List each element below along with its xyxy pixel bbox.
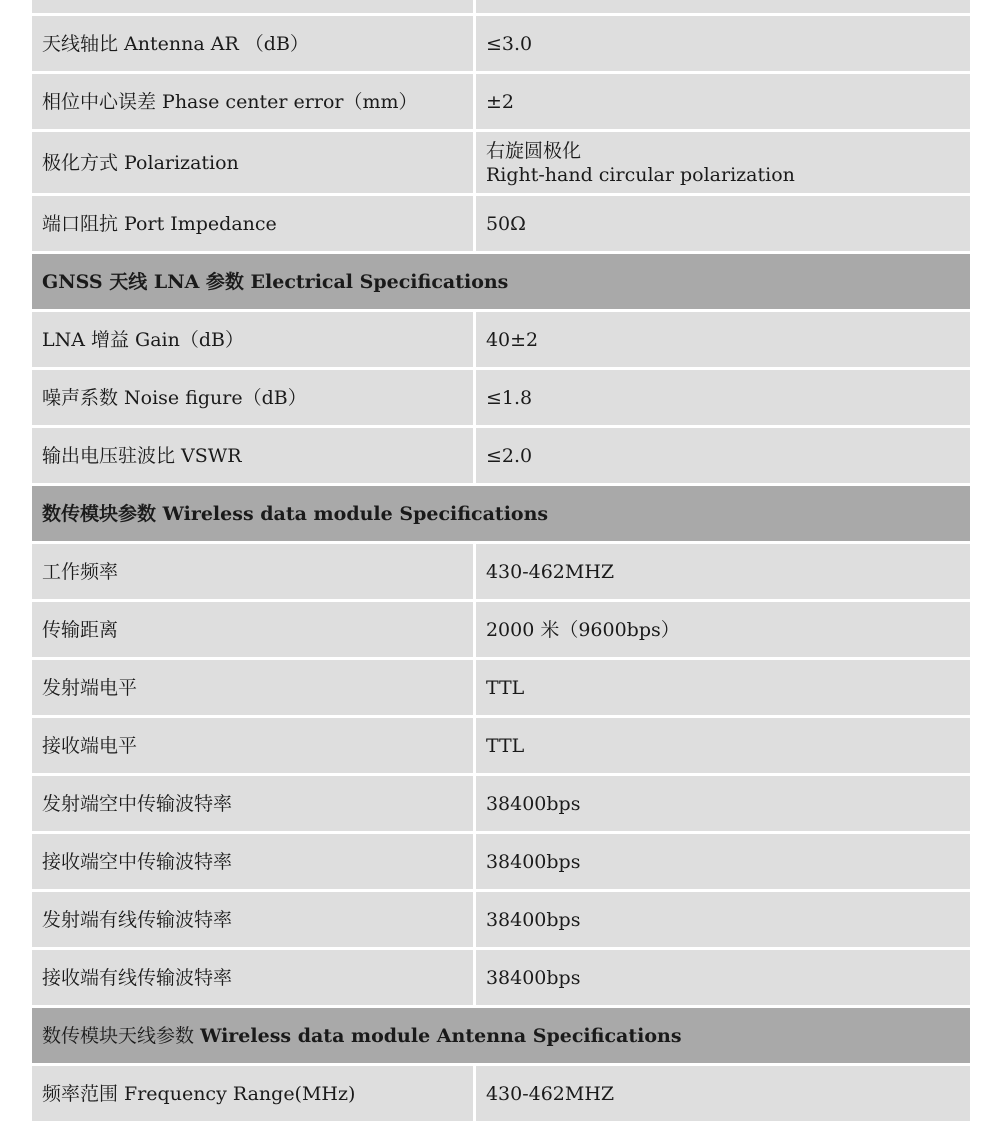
row-label [32,0,476,16]
table-row [32,718,970,776]
row-value: 40±2 [476,312,970,370]
row-value: 50Ω [476,196,970,254]
table-row [32,834,970,892]
row-value: 38400bps [476,834,970,892]
row-label: 噪声系数 Noise figure（dB） [32,370,476,428]
row-value: 2000 米（9600bps） [476,602,970,660]
row-value: ±2 [476,74,970,132]
section-header-module [32,486,970,544]
section-title: GNSS 天线 LNA 参数 Electrical Specifications [32,254,970,312]
row-label: 发射端有线传输波特率 [32,892,476,950]
section-header-module-antenna [32,1008,970,1066]
row-label: 频率范围 Frequency Range(MHz) [32,1066,476,1124]
table-row [32,544,970,602]
row-value: 38400bps [476,950,970,1008]
row-label: 传输距离 [32,602,476,660]
row-label: 发射端电平 [32,660,476,718]
row-label: 相位中心误差 Phase center error（mm） [32,74,476,132]
row-label: 接收端空中传输波特率 [32,834,476,892]
section-header-lna [32,254,970,312]
row-label: 工作频率 [32,544,476,602]
table-row [32,74,970,132]
row-value: ≤2.0 [476,428,970,486]
row-value: 38400bps [476,892,970,950]
row-value: TTL [476,718,970,776]
section-title-en: Wireless data module Antenna Specifications [200,1024,682,1047]
row-value: 38400bps [476,776,970,834]
row-value [476,0,970,16]
table-row [32,602,970,660]
table-row [32,312,970,370]
table-row [32,892,970,950]
spec-sheet [32,0,970,1124]
row-label: 接收端电平 [32,718,476,776]
spec-table [32,0,970,1124]
row-value: ≤3.0 [476,16,970,74]
row-value [476,132,970,196]
row-label: 接收端有线传输波特率 [32,950,476,1008]
table-row [32,0,970,16]
row-label: LNA 增益 Gain（dB） [32,312,476,370]
row-label: 端口阻抗 Port Impedance [32,196,476,254]
section-title [32,1008,970,1066]
section-title: 数传模块参数 Wireless data module Specifications [32,486,970,544]
row-label: 极化方式 Polarization [32,132,476,196]
table-row [32,660,970,718]
row-label: 发射端空中传输波特率 [32,776,476,834]
row-value: TTL [476,660,970,718]
section-title-cn: 数传模块天线参数 [42,1024,195,1047]
table-row [32,428,970,486]
row-label: 天线轴比 Antenna AR （dB） [32,16,476,74]
table-row [32,950,970,1008]
row-value: ≤1.8 [476,370,970,428]
row-value: 430-462MHZ [476,544,970,602]
table-row [32,776,970,834]
table-row [32,1066,970,1124]
table-row [32,370,970,428]
row-value: 430-462MHZ [476,1066,970,1124]
row-label: 输出电压驻波比 VSWR [32,428,476,486]
value-line-cn: 右旋圆极化 [485,139,581,162]
table-row [32,132,970,196]
value-line-en: Right-hand circular polarization [485,163,795,186]
table-row [32,196,970,254]
table-row [32,16,970,74]
